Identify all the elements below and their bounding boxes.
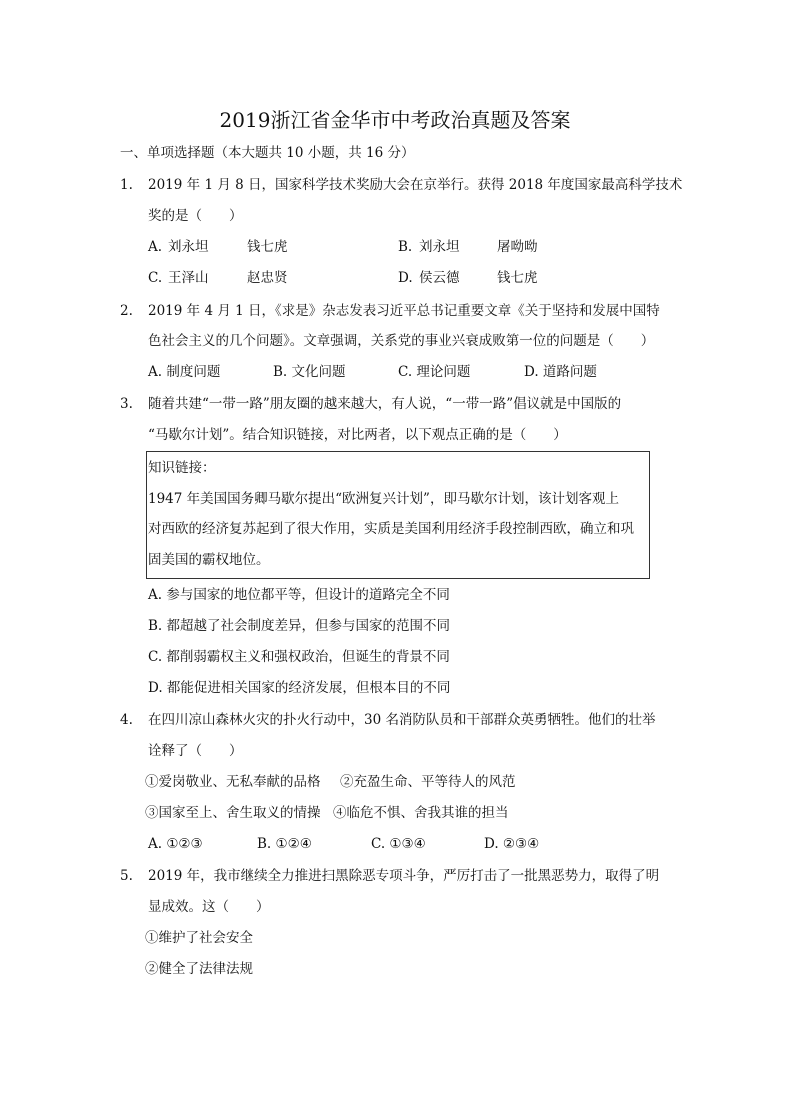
option-label: B. [398,239,413,255]
question-number: 2. [120,303,133,319]
section-heading: 一、单项选择题（本大题共 10 小题，共 16 分） [120,145,415,161]
option-b: B. 文化问题 [273,364,346,380]
question-text: “马歇尔计划”。结合知识链接，对比两者，以下观点正确的是（ ） [148,427,567,443]
statement: ②健全了法律法规 [145,961,253,977]
question-text: 显成效。这（ ） [148,899,270,915]
statement: ②充盈生命、平等待人的风范 [340,774,516,790]
box-text: 1947 年美国国务卿马歇尔提出“欧洲复兴计划”，即马歇尔计划，该计划客观上 [148,491,619,507]
option-d: D. ②③④ [484,836,540,852]
option-label: C. [148,270,163,286]
option-d: D. 道路问题 [524,364,597,380]
option-c: 王泽山 [168,270,209,286]
question-text: 随着共建“一带一路”朋友圈的越来越大，有人说，“一带一路”倡议就是中国版的 [148,396,622,412]
question-text: 诠释了（ ） [148,743,243,759]
option-a: 钱七虎 [247,239,288,255]
option-b: B. ①②④ [257,836,312,852]
box-text: 固美国的霸权地位。 [148,552,270,568]
option-a: A. 制度问题 [148,364,221,380]
option-c: C. 理论问题 [398,364,471,380]
page-title: 2019浙江省金华市中考政治真题及答案 [219,108,571,132]
option-label: A. [148,239,163,255]
box-text: 对西欧的经济复苏起到了很大作用，实质是美国利用经济手段控制西欧，确立和巩 [148,521,634,537]
question-text: 2019 年 1 月 8 日，国家科学技术奖励大会在京举行。获得 2018 年度国家最高科学技术 [148,177,683,193]
option-c: 赵忠贤 [247,270,288,286]
question-text: 色社会主义的几个问题》。文章强调，关系党的事业兴衰成败第一位的问题是（ ） [148,333,655,349]
option-a: A. 参与国家的地位都平等，但设计的道路完全不同 [148,587,450,603]
option-c: C. 都削弱霸权主义和强权政治，但诞生的背景不同 [148,649,450,665]
box-heading: 知识链接： [148,460,216,476]
question-number: 1. [120,177,133,193]
question-text: 2019 年，我市继续全力推进扫黑除恶专项斗争，严厉打击了一批黑恶势力，取得了明 [148,868,660,884]
statement: ③国家至上、舍生取义的情操 [145,805,321,821]
question-text: 在四川凉山森林火灾的扑火行动中，30 名消防队员和干部群众英勇牺牲。他们的壮举 [148,712,656,728]
option-b: 刘永坦 [419,239,460,255]
statement: ①维护了社会安全 [145,930,253,946]
question-number: 5. [120,868,133,884]
option-d: 钱七虎 [497,270,538,286]
question-text: 2019 年 4 月 1 日，《求是》杂志发表习近平总书记重要文章《关于坚持和发展中国特 [148,303,660,319]
option-b: B. 都超越了社会制度差异，但参与国家的范围不同 [148,618,451,634]
statement: ④临危不惧、舍我其谁的担当 [333,805,509,821]
option-b: 屠呦呦 [497,239,538,255]
option-d: 侯云德 [419,270,460,286]
option-label: D. [398,270,413,286]
question-number: 4. [120,712,133,728]
option-a: 刘永坦 [168,239,209,255]
statement: ①爱岗敬业、无私奉献的品格 [145,774,321,790]
option-c: C. ①③④ [371,836,426,852]
question-text: 奖的是（ ） [148,208,243,224]
question-number: 3. [120,396,133,412]
option-d: D. 都能促进相关国家的经济发展，但根本目的不同 [148,680,451,696]
option-a: A. ①②③ [148,836,203,852]
